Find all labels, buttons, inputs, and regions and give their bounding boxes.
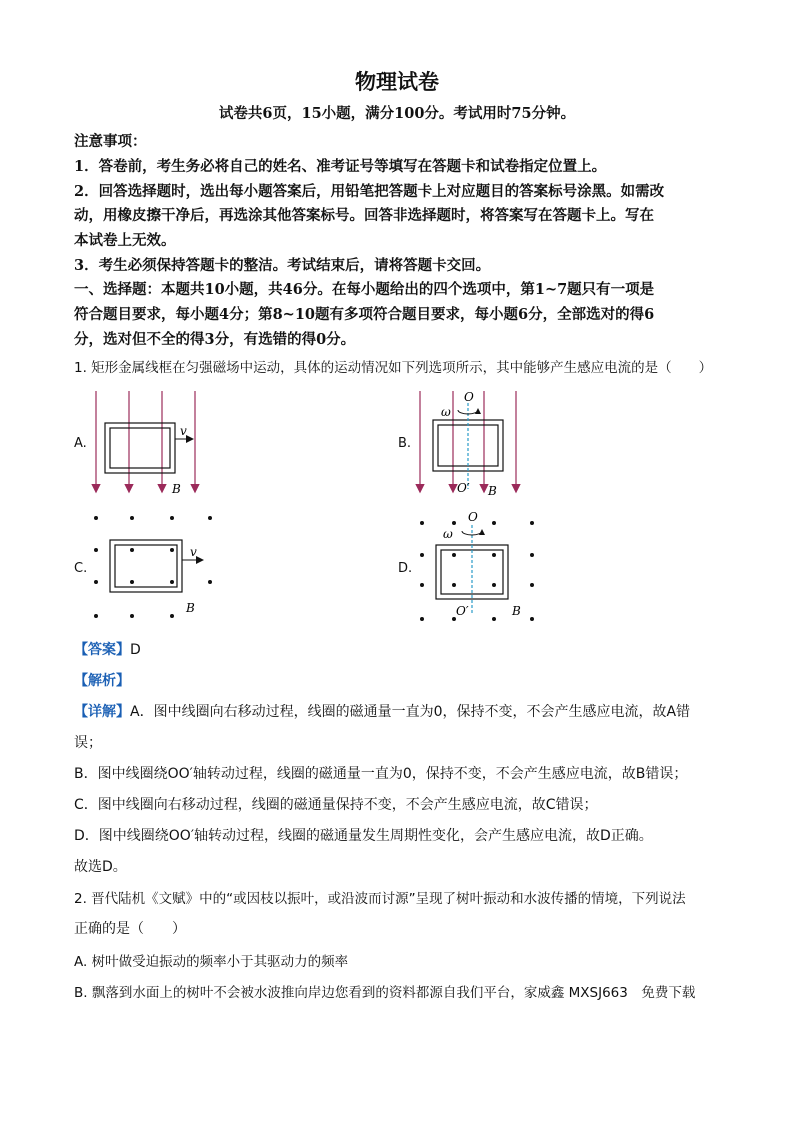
analysis-line — [74, 670, 130, 690]
notice-heading: 注意事项： — [74, 133, 147, 150]
exam-info: 试卷共6页，15小题，满分100分。考试用时75分钟。 — [218, 105, 576, 122]
detail-text: D．图中线圈绕OO′轴转动过程，线圈的磁通量发生周期性变化，会产生感应电流，故D正确。 — [74, 828, 653, 844]
figure-option-a — [88, 385, 208, 497]
figure-option-c — [88, 510, 220, 622]
coil-outer — [110, 540, 182, 592]
axis-bottom-label: O′ — [457, 481, 470, 495]
coil-inner — [115, 545, 177, 587]
analysis-label: 【解析】 — [74, 673, 130, 689]
axis-top-label: O — [468, 510, 478, 524]
coil-outer — [105, 423, 175, 473]
section-instruction: 一、选择题：本题共10小题，共46分。在每小题给出的四个选项中，第1~7题只有一项是 — [74, 281, 655, 298]
notice-item: 2．回答选择题时，选出每小题答案后，用铅笔把答题卡上对应题目的答案标号涂黑。如需改 — [74, 183, 665, 200]
field-label: B — [172, 482, 181, 496]
question-1-stem: 1. 矩形金属线框在匀强磁场中运动，具体的运动情况如下列选项所示，其中能够产生感应电流的是（ ） — [74, 360, 713, 376]
field-label: B — [488, 484, 497, 497]
answer-label: 【答案】 — [74, 642, 130, 658]
axis-top-label: O — [464, 390, 474, 404]
option-c-label: C. — [74, 561, 88, 576]
field-label: B — [512, 604, 521, 618]
magnetic-field-lines — [96, 391, 195, 491]
figure-option-d — [412, 505, 544, 625]
detail-label: 【详解】 — [74, 704, 130, 720]
answer-value: D — [130, 642, 141, 658]
question-2-option-b: B. 飘落到水面上的树叶不会被水波推向岸边您看到的资料都源自我们平台，家威鑫 MXSJ663 免费下载 — [74, 985, 696, 1001]
velocity-label: v — [180, 424, 187, 438]
notice-item: 本试卷上无效。 — [74, 232, 176, 249]
notice-item: 1．答卷前，考生务必将自己的姓名、准考证号等填写在答题卡和试卷指定位置上。 — [74, 158, 607, 175]
option-d-label: D. — [398, 561, 413, 576]
omega-label: ω — [443, 527, 453, 541]
question-2-stem: 2. 晋代陆机《文赋》中的“或因枝以振叶，或沿波而讨源”呈现了树叶振动和水波传播的情境，下列说法 — [74, 891, 686, 907]
notice-item: 3．考生必须保持答题卡的整洁。考试结束后，请将答题卡交回。 — [74, 257, 491, 274]
section-instruction: 分，选对但不全的得3分，有选错的得0分。 — [74, 331, 356, 348]
omega-label: ω — [441, 405, 451, 419]
figure-option-b — [412, 385, 532, 497]
velocity-label: v — [190, 545, 197, 559]
detail-text: 误； — [74, 735, 102, 751]
question-2-option-a: A. 树叶做受迫振动的频率小于其驱动力的频率 — [74, 954, 349, 970]
detail-text: 故选D。 — [74, 859, 127, 875]
detail-text: B．图中线圈绕OO′轴转动过程，线圈的磁通量一直为0，保持不变，不会产生感应电流，故B错误； — [74, 766, 688, 782]
page-title: 物理试卷 — [355, 69, 439, 94]
axis-bottom-label: O′ — [456, 604, 469, 618]
detail-text: C．图中线圈向右移动过程，线圈的磁通量保持不变，不会产生感应电流，故C错误； — [74, 797, 598, 813]
question-2-stem: 正确的是（ ） — [74, 921, 186, 937]
field-label: B — [186, 601, 195, 615]
detail-line — [74, 701, 690, 721]
coil-inner — [110, 428, 170, 468]
option-b-label: B. — [398, 436, 412, 451]
answer-line — [74, 639, 141, 659]
detail-text: A．图中线圈向右移动过程，线圈的磁通量一直为0，保持不变，不会产生感应电流，故A错 — [130, 704, 691, 720]
notice-item: 动，用橡皮擦干净后，再选涂其他答案标号。回答非选择题时，将答案写在答题卡上。写在 — [74, 207, 654, 224]
option-a-label: A. — [74, 436, 87, 451]
section-instruction: 符合题目要求，每小题4分；第8~10题有多项符合题目要求，每小题6分，全部选对的得6 — [74, 306, 655, 323]
